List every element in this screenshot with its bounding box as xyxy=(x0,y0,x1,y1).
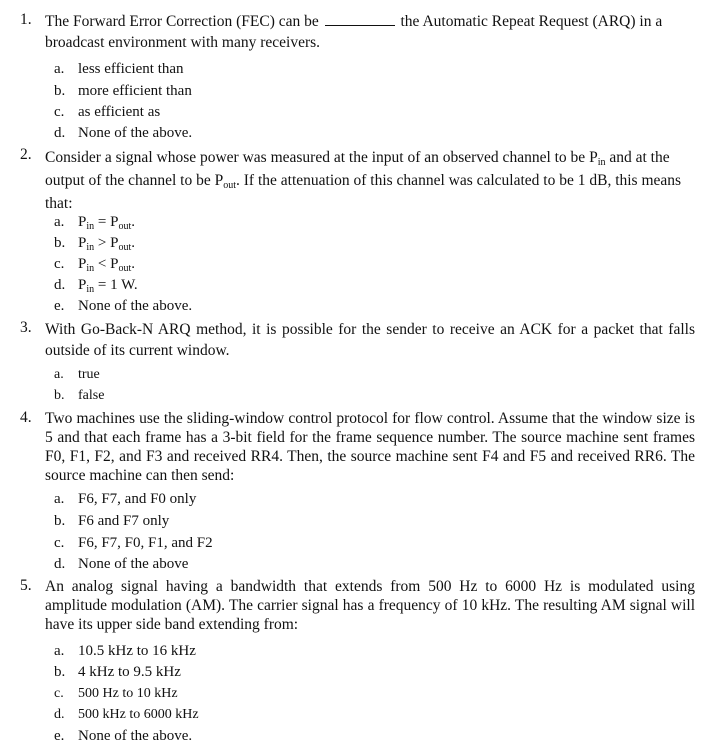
option-4d xyxy=(54,556,188,573)
option-4a xyxy=(54,491,196,508)
option-letter: b. xyxy=(54,83,66,99)
question-text xyxy=(45,146,695,215)
option-text: None of the above. xyxy=(78,728,193,744)
option-letter: a. xyxy=(54,491,65,507)
option-text: . xyxy=(131,214,135,230)
option-letter: c. xyxy=(54,535,65,551)
option-text: 500 kHz to 6000 kHz xyxy=(78,707,199,722)
option-5b xyxy=(54,664,181,681)
question-text-part: and at the output of the channel to be P xyxy=(45,149,670,189)
option-text: None of the above xyxy=(78,556,189,572)
question-number: 2. xyxy=(20,146,32,163)
subscript: in xyxy=(86,221,95,232)
option-letter: d. xyxy=(54,277,66,293)
option-text: < P xyxy=(94,256,119,272)
option-text: less efficient than xyxy=(78,61,184,77)
question-text-part: The Forward Error Correction (FEC) can be xyxy=(45,13,323,30)
option-text: = P xyxy=(94,214,119,230)
option-3b xyxy=(54,388,104,404)
option-4c xyxy=(54,535,213,552)
option-text: > P xyxy=(94,235,119,251)
option-letter: b. xyxy=(54,388,65,403)
answer-blank xyxy=(325,11,395,26)
option-1d xyxy=(54,125,192,142)
option-letter: e. xyxy=(54,728,65,744)
option-1c xyxy=(54,104,160,121)
question-number: 4. xyxy=(20,409,32,426)
option-1b xyxy=(54,83,192,100)
option-letter: d. xyxy=(54,125,66,141)
option-text: . xyxy=(131,256,135,272)
option-text: more efficient than xyxy=(78,83,192,99)
option-2b xyxy=(54,235,135,252)
option-text: = 1 W. xyxy=(94,277,138,293)
option-letter: b. xyxy=(54,235,66,251)
option-text: P xyxy=(78,256,87,272)
option-letter: a. xyxy=(54,643,65,659)
option-text: 500 Hz to 10 kHz xyxy=(78,686,178,701)
option-text: F6, F7, F0, F1, and F2 xyxy=(78,535,213,551)
option-1a xyxy=(54,61,184,78)
subscript: out xyxy=(223,180,236,191)
option-letter: b. xyxy=(54,513,66,529)
subscript: in xyxy=(86,242,95,253)
option-text: P xyxy=(78,277,87,293)
option-letter: a. xyxy=(54,367,64,382)
option-letter: b. xyxy=(54,664,66,680)
option-text: None of the above. xyxy=(78,125,193,141)
option-text: None of the above. xyxy=(78,298,193,314)
option-text: 10.5 kHz to 16 kHz xyxy=(78,643,196,659)
subscript: out xyxy=(118,221,132,232)
option-letter: c. xyxy=(54,686,64,701)
option-letter: c. xyxy=(54,104,65,120)
option-letter: a. xyxy=(54,214,65,230)
option-text: false xyxy=(78,388,105,403)
option-5a xyxy=(54,643,196,660)
subscript: in xyxy=(86,284,95,295)
option-2a xyxy=(54,214,135,231)
option-text: as efficient as xyxy=(78,104,161,120)
subscript: in xyxy=(597,157,606,168)
option-text: P xyxy=(78,214,87,230)
option-text: F6, F7, and F0 only xyxy=(78,491,197,507)
question-text-part: Consider a signal whose power was measured at the input of an observed channel to be P xyxy=(45,149,598,166)
option-5d xyxy=(54,707,199,723)
question-text xyxy=(45,11,695,53)
option-letter: e. xyxy=(54,298,65,314)
option-letter: c. xyxy=(54,256,65,272)
option-2e xyxy=(54,298,192,315)
option-2d xyxy=(54,277,138,294)
subscript: out xyxy=(118,242,132,253)
option-5c xyxy=(54,686,178,702)
subscript: in xyxy=(86,263,95,274)
option-letter: a. xyxy=(54,61,65,77)
question-number: 1. xyxy=(20,11,32,28)
option-letter: d. xyxy=(54,707,65,722)
question-text: With Go-Back-N ARQ method, it is possible for the sender to receive an ACK for a packet that falls outside of its current window. xyxy=(45,321,695,359)
question-text-part: the Automatic Repeat Request (ARQ) in a broadcast environment with many receivers. xyxy=(45,13,663,51)
option-3a xyxy=(54,367,100,383)
option-2c xyxy=(54,256,135,273)
subscript: out xyxy=(118,263,132,274)
question-text-part: . If the attenuation of this channel was calculated to be 1 dB, this means that: xyxy=(45,172,682,212)
option-letter: d. xyxy=(54,556,66,572)
option-text: F6 and F7 only xyxy=(78,513,170,529)
option-text: P xyxy=(78,235,87,251)
option-text: true xyxy=(78,367,100,382)
option-text: . xyxy=(131,235,135,251)
option-4b xyxy=(54,513,169,530)
question-number: 3. xyxy=(20,319,32,336)
question-text: Two machines use the sliding-window control protocol for flow control. Assume that the window size is 5 and that each frame has a 3-bit field for the frame sequence number. The source machine sent frames F0, F1, F2, and F3 and received RR4. Then, the source machine sent F4 and F5 and received RR6. The source machine can then send: xyxy=(45,410,695,484)
option-5e xyxy=(54,728,192,745)
question-number: 5. xyxy=(20,577,32,594)
option-text: 4 kHz to 9.5 kHz xyxy=(78,664,181,680)
question-text: An analog signal having a bandwidth that extends from 500 Hz to 6000 Hz is modulated using amplitude modulation (AM). The carrier signal has a frequency of 10 kHz. The resulting AM signal will have its upper side band extending from: xyxy=(45,578,695,633)
